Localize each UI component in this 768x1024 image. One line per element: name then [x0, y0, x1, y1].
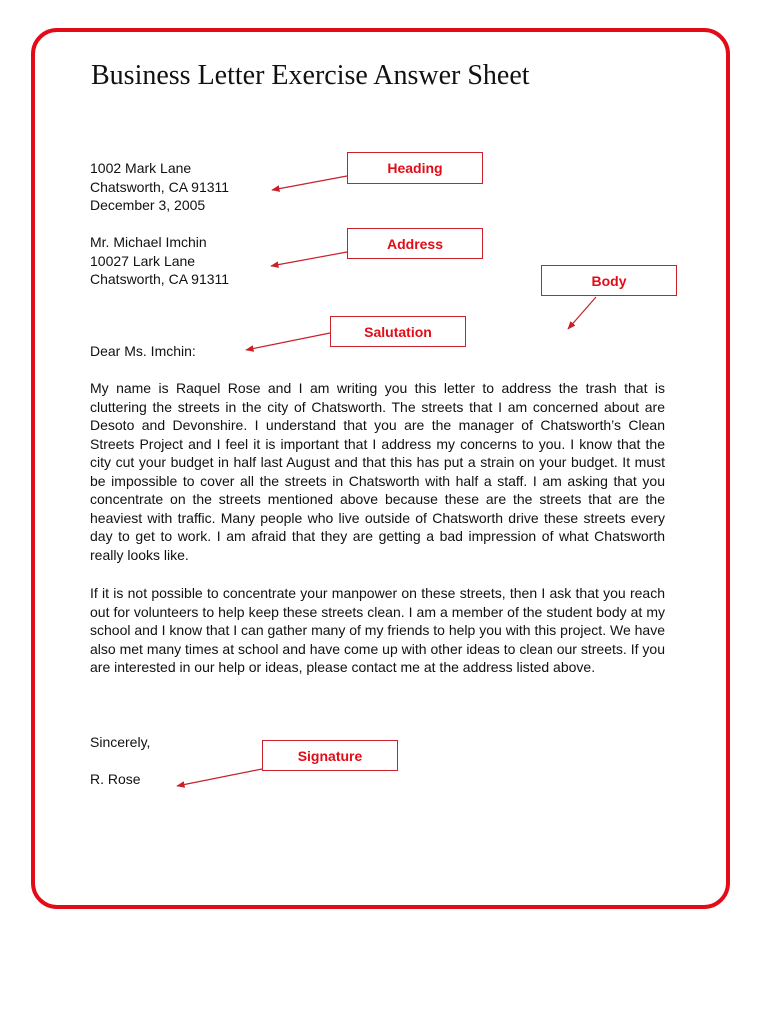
- body-label: Body: [541, 265, 677, 296]
- signature-text: R. Rose: [90, 771, 141, 787]
- salutation-text: Dear Ms. Imchin:: [90, 343, 196, 359]
- address-line: 10027 Lark Lane: [90, 252, 196, 269]
- address-label: Address: [347, 228, 483, 259]
- body-paragraph: My name is Raquel Rose and I am writing you this letter to address the trash that is cluttering the streets in the city of Chatsworth. The streets that I am concerned about are Desoto and Devonshire. I understand that you are the manager of Chatsworth’s Clean Streets Project and I feel it is important that I address my concerns to you. I know that the city cut your budget in half last August and that this has put a strain on your budget. It must be impossible to cover all the streets in Chatsworth with half a staff. I am asking that you concentrate on the streets mentioned above because these are the streets that are the heaviest with traffic. Many people who live outside of Chatsworth drive these streets every day to get to work. I am afraid that they are getting a bad impression of what Chatsworth really looks like.: [90, 380, 665, 563]
- closing-text: Sincerely,: [90, 734, 151, 750]
- address-line: Chatsworth, CA 91311: [90, 271, 230, 287]
- heading-line: Chatsworth, CA 91311: [90, 178, 230, 195]
- heading-label: Heading: [347, 152, 483, 184]
- heading-line: 1002 Mark Lane: [90, 160, 192, 176]
- address-line: Mr. Michael Imchin: [90, 234, 207, 250]
- heading-line: December 3, 2005: [90, 197, 206, 213]
- salutation-label: Salutation: [330, 316, 466, 347]
- signature-label: Signature: [262, 740, 398, 771]
- salutation-arrow: [246, 333, 330, 350]
- body-paragraph: If it is not possible to concentrate your manpower on these streets, then I ask that you reach out for volunteers to help keep these streets clean. I am a member of the student body at my school and I know that I can gather many of my friends to help you with this project. We have also met many times at school and have come up with other ideas to clean our streets. If you are interested in our help or ideas, please contact me at the address listed above.: [90, 585, 665, 675]
- body-arrow: [568, 297, 596, 329]
- signature-arrow: [177, 769, 262, 786]
- address-arrow: [271, 252, 347, 266]
- heading-arrow: [272, 176, 347, 190]
- page-title: Business Letter Exercise Answer Sheet: [91, 60, 530, 91]
